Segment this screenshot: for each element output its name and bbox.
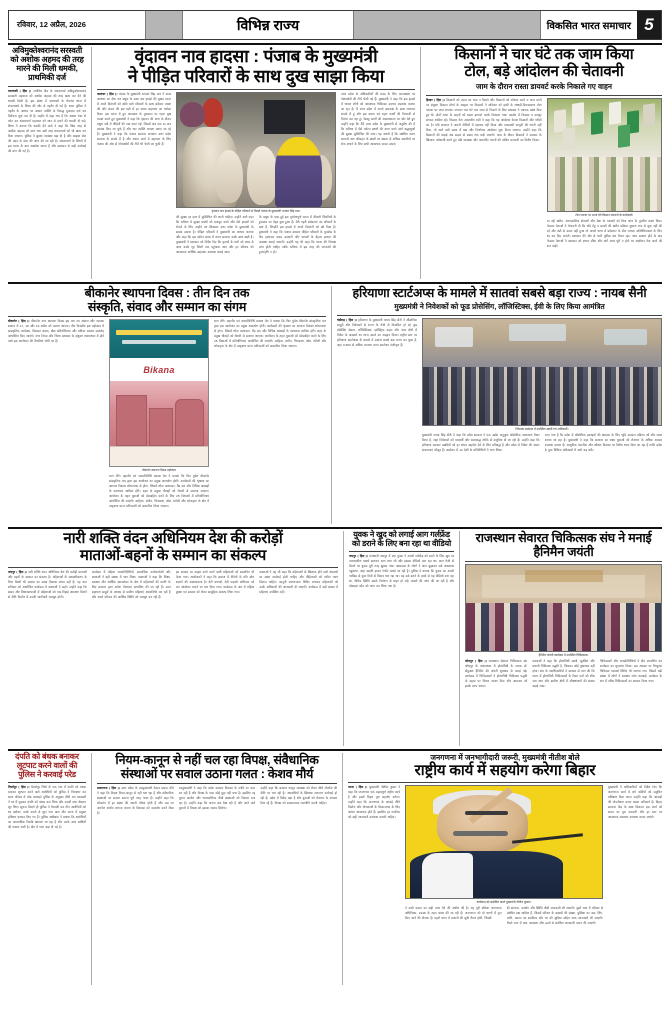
haryana-photo-caption: निवेशक सम्मेलन में उपस्थित उद्यमी एवं अधिकारी। — [515, 427, 569, 431]
women-col1-text: नारी शक्ति वंदन अधिनियम देश की करोड़ों माताओं और बहनों के सम्मान का संकल्प है। महिलाओं के सशक्तीकरण के बिना किसी भी समाज का समग्र विकास संभव नहीं है। यह बात शनिवार को आयोजित कार्यक्रम में वक्ताओं ने कही। उन्होंने कहा कि संसद और विधानसभाओं में महिलाओं को एक-तिहाई आरक्षण मिलने से नीति निर्माण में उनकी भागीदारी मजबूत होगी। — [8, 569, 87, 599]
divider — [349, 551, 454, 552]
women-story — [8, 531, 338, 746]
youth-text: राजधानी जयपुर में एक युवक ने अपनी गर्लफ्रेंड को डराने के लिए खुद पर ज्वलनशील पदार्थ डालकर आग लगा ली और इसका वीडियो बना रहा था। आग तेजी से फैलने पर युवक बुरी तरह झुलस गया। आसपास के लोगों ने आग बुझाकर उसे अस्पताल पहुंचाया, जहां उसकी हालत गंभीर बताई जा रही है। पुलिस ने बताया कि युवक का अपनी गर्लफ्रेंड से कुछ दिनों से विवाद चल रहा था। वह उसे डराने के इरादे से यह वीडियो बना रहा था, लेकिन स्थिति उसके नियंत्रण से बाहर हो गई। मामले की जांच की जा रही है और मोबाइल फोन को जब्त कर लिया गया है। — [349, 553, 454, 588]
farmers-story — [426, 47, 662, 279]
bihar-photo-caption: कार्यक्रम को संबोधित करते मुख्यमंत्री नीतीश कुमार। — [476, 899, 532, 904]
brief-avimukteshwaranand — [8, 47, 86, 279]
doctors-photo-caption: हैनिमैन जयंती कार्यक्रम में उपस्थित चिकित्सक। — [538, 653, 589, 657]
bihar-col3: की संरचना, उपयोग और स्थिति जैसी जानकारी ली जाएगी। दूसरे भाग में परिवार से संबंधित प्रश्न शामिल हैं, जिसमें परिवार के सदस्यों की संख्या, मुखिया का नाम, लिंग, जाति, मकान का स्वामित्व और घर की सुविधा सहित अन्य जानकारी ली जाएगी। तीसरे भाग में जल, स्वच्छता और ऊर्जा से संबंधित जानकारी एकत्र की जाएगी। — [506, 905, 603, 925]
lead-photo-caption: वृंदावन नाव हादसे के पीड़ित परिवारों से मिलते पंजाब के मुख्यमंत्री भगवंत सिंह मान। — [211, 209, 301, 214]
bihar-col1 — [348, 785, 400, 973]
bikaner-col1b: भाग लेंगे। महापौर एवं जनप्रतिनिधि प्रकाश मेघ ने बताया कि फिर पुनेश बीकानेर सांस्कृतिक मंच द्वारा इस आयोजन का प्रमुख आकर्षण होगी। कार्यक्रमों की शृंखला का आगाज विशाल शोभायात्रा से होगा, जिसमें लोक कलाकार, बैंड दल और विभिन्न अखाड़ों के कलाकार शामिल होंगे। शहर के प्रमुख चौराहों को रोशनी से सजाया जाएगा। आयोजन के तहत युवाओं को प्रोत्साहित करने के लिए 25 विधाओं में प्रतियोगिताएं आयोजित की जाएंगी। साहित्य, संगीत, चित्रकला, खेल, रंगोली और लोकनृत्य के क्षेत्र में उत्कृष्टता प्राप्त प्रतिभाओं को सम्मानित किया जाएगा। — [109, 474, 209, 508]
lead-dateline: जालंधर ( हिंस )। — [97, 92, 118, 97]
lead-col4: उत्तर प्रदेश के अधिकारियों की मदद के लिए घटनास्थल पर गोताखोरों की टीमें भेजी गई हैं। मुख्यमंत्री ने कहा कि इस हादसे में घायल लोगों को आवश्यक चिकित्सा उपचार उपलब्ध कराया जा रहा है। मैं उत्तर प्रदेश में अपने समकक्ष के साथ लगातार संपर्क में हूं और इस बचाव एवं राहत कार्यों की निगरानी से निरंतर कर रहा हूं। रेस्क्यू कार्यों की आवश्यकता पर जोर देते हुए उन्होंने कहा कि मैंने उत्तर प्रदेश के मुख्यमंत्री से अनुरोध की है कि भविष्य में ऐसे पर्यटन स्थलों की यात्रा करने वाले श्रद्धालुओं की सुरक्षा सुनिश्चित की जाए। यह जरूरी है कि संबंधित राज्य सरकारें जल परिवहन के स्थलों पर क्षमता से अधिक सवारियों पर रोक लगाने के लिए सभी आवश्यक कदम उठाएं। — [341, 92, 415, 147]
youth-body — [349, 554, 454, 730]
haryana-col1 — [337, 318, 417, 518]
farmers-dateline: हिसार ( हिंस )। — [426, 97, 445, 102]
divider — [8, 86, 86, 87]
women-col3: इस अवसर पर उत्कृष्ट कार्य करने वाली महिलाओं को सम्मानित भी किया गया। आयोजकों ने कहा कि समाज में बेटियों के प्रति सोच बदलने की आवश्यकता है। बेटी बचाओ, बेटी पढ़ाओ अभियान को जन आंदोलन बनाने पर बल दिया गया। कार्यक्रम के अंत में महिला सुरक्षा एवं सम्मान को लेकर सामूहिक संकल्प लिया गया। — [175, 569, 255, 594]
doctors-dateline: जोधपुर ( हिंस )। — [465, 659, 487, 663]
lead-col2: की सुरक्षा हर हाल में सुनिश्चित की जानी चाहिए। उन्होंने आगे कहा कि भविष्य में सुरक्षा प्रबंधों को मजबूत करने और ऐसे हादसों को रोकने के लिए उन्होंने पत्र लिखकर उत्तर प्रदेश के मुख्यमंत्री के समक्ष उठाया है। पीड़ित परिवारों ने मुख्यमंत्री का आभार जताया और कहा कि इस कठिन समय में राज्य सरकार उनके साथ खड़ी है। मुख्यमंत्री ने प्रशासन को निर्देश दिए कि मृतकों के शवों को जल्द से जल्द उनके गृह जिलों तक पहुंचाया जाए और हर परिवार को आवश्यक आर्थिक सहायता उपलब्ध कराई जाए। — [176, 215, 254, 255]
police-dateline: मिर्जापुर ( हिंस )। — [8, 784, 30, 789]
keshav-headline-line1: नियम-कानून से नहीं चल रहा विपक्ष, संवैधानिक — [115, 753, 319, 767]
masthead-brand: विकसित भारत समाचार — [540, 11, 637, 39]
doctors-col1-text: राजस्थान सेवारत चिकित्सक संघ जोधपुर के तत्वावधान में होम्योपैथी के जनक डॉ. सैमुअल हैनिमैन की जयंती धूमधाम से मनाई गई। कार्यक्रम में चिकित्सकों ने होम्योपैथी चिकित्सा पद्धति के महत्व पर विचार व्यक्त किए और आमजन को इसके लाभ बताए। — [465, 659, 528, 688]
divider — [348, 782, 662, 783]
brief-text: ज्योतिष पीठ के शंकराचार्य अविमुक्तेश्वरानंद सरस्वती महाराज को अशोक अहमद की तरह खत्म कर देने की धमकी मिली है। इस संबंध में वाराणसी के चेतगंज थाना में शंकराचार्य के शिष्य की ओर से तहरीर दी गई है। थाना पुलिस ने तहरीर के आधार पर अज्ञात व्यक्ति के विरुद्ध मुकदमा दर्ज कर विवेचना शुरू कर दी है। तहरीर में कहा गया है कि अज्ञात नंबर से फोन कर शंकराचार्य महाराज को जान से मारने की धमकी दी गई। शिष्य ने बताया कि धमकी देने वाले ने कहा कि जिस तरह से अशोक अहमद को मारा गया उसी तरह शंकराचार्य को भी खत्म कर दिया जाएगा। पुलिस ने सुरक्षा व्यवस्था बढ़ा दी है और साइबर सेल की मदद से नंबर की जांच की जा रही है। शंकराचार्य के शिष्यों में इस घटना के बाद आक्रोश व्याप्त है और प्रशासन से कड़ी कार्रवाई की मांग की गई है। — [8, 88, 86, 153]
keshav-col1-text: उत्तर प्रदेश के उपमुख्यमंत्री केशव प्रसाद मौर्य ने कहा कि विपक्ष नियम-कानून से नहीं चल रहा है और संवैधानिक संस्थाओं पर सवाल उठाना पूरी तरह गलत है। उन्होंने कहा कि लोकतंत्र में हर संस्था की अपनी गरिमा होती है और उस पर अनर्गल आरोप लगाना जनता के विश्वास को कमजोर करने जैसा है। — [97, 786, 174, 815]
bikaner-col1-text: बीकानेर नगर स्थापना दिवस इस बार नए अंदाज और व्यापक स्वरूप में 17, 18 और 19 अप्रैल को मनाया जाएगा। तीन दिवसीय इस महोत्सव में सांस्कृतिक कार्यक्रम, विरासत संवाद, खेल प्रतियोगिताएं और प्रतिभा सम्मान समारोह आयोजित किए जाएंगे। नगर निगम और जिला प्रशासन के संयुक्त तत्वावधान में होने वाले इस आयोजन की तैयारियां जोरों पर हैं। — [8, 319, 104, 343]
doctors-photo — [465, 564, 662, 652]
women-dateline: जयपुर ( हिंस )। — [8, 569, 27, 574]
haryana-story — [337, 286, 662, 524]
bihar-col1-text: मुख्यमंत्री नीतीश कुमार ने कहा कि जनगणना एक महत्वपूर्ण राष्ट्रीय कार्य है और इसमें बिहार पूरा सहयोग करेगा। उन्होंने कहा कि जनगणना के आंकड़े नीति निर्माण और योजनाओं के क्रियान्वयन के लिए अत्यंत आवश्यक होते हैं। इसलिए हर नागरिक को सही जानकारी उपलब्ध करानी चाहिए। — [348, 784, 400, 819]
divider — [8, 782, 86, 783]
masthead-spacer-left — [146, 11, 182, 39]
poster-wordmark: Bikana — [143, 364, 175, 375]
farmers-headline-line1: किसानों ने चार घंटे तक जाम किया — [454, 46, 634, 63]
police-headline-line2: लूटपाट करने वालों की — [16, 760, 78, 770]
haryana-col1-text: हरियाणा के मुख्यमंत्री नायब सिंह सैनी ने औद्योगिक समूहों और निवेशकों से राज्य के तेजी से विकसित हो रहे फूड प्रोसेसिंग सेक्टर, लॉजिस्टिक्स, इलेक्ट्रिक वाहन और अन्य क्षेत्रों में निवेश के अवसरों का लाभ उठाने का आह्वान किया। राष्ट्रीय स्तर पर हरियाणा स्टार्टअप्स के मामले में सातवां सबसे बड़ा राज्य बन चुका है, जहां 9,500 से अधिक मान्यता प्राप्त स्टार्टअप पंजीकृत हैं। — [337, 318, 417, 347]
masthead-section-title: विभिन्न राज्य — [182, 11, 354, 39]
bihar-photo — [405, 785, 603, 899]
youth-dateline: जयपुर ( हिंस )। — [349, 553, 368, 558]
police-headline-line3: पुलिस ने करवाई परेड — [18, 769, 76, 779]
divider — [8, 567, 338, 568]
police-body — [8, 785, 86, 981]
bikaner-poster-caption: बीकानेर स्थापना दिवस महोत्सव — [142, 468, 176, 472]
keshav-headline-line2: संस्थाओं पर सवाल उठाना गलत : केशव मौर्य — [120, 767, 314, 781]
keshav-dateline: प्रयागराज ( हिंस )। — [97, 786, 120, 790]
bikaner-col1 — [8, 319, 104, 519]
farmers-col1-text: किसानों को उपज का भाव न मिलने और किसानों को परेशान करने व अन्य मांगों पर संयुक्त किसान मोर्चा के आह्वान पर किसानों ने शनिवार को हांसी के लांधड़ी-विकासनगर टोल प्लाजा पर जाम लगाया। लगभग चार घंटे तक जाम से निपटने के लिए प्रशासन ने व्यापक प्रबंध किए हुए थे। दोनों तरफ के वाहनों को रास्ता डायवर्ट करके निकाला गया। प्रदर्शन में किसान व मजदूर संगठन शामिल रहे। किसान नेता अमरजीत राठी ने कहा कि यह आंदोलन केवल किसानों और गरीबों का है। यदि सरकार ने अपनी नीतियों में बदलाव नहीं किया और एमएसपी कानूनी की गारंटी नहीं दिया, तो आने वाले समय में बड़ा और निर्णायक आंदोलन शुरू किया जाएगा। उन्होंने कहा कि किसानों की लड़ाई अब सड़क से संसद तक लड़ी जाएगी। जाम के दौरान किसानों ने सरकार के खिलाफ नारेबाजी करते हुए मंडी व्यवस्था और कारपोरेट घरानों की कथित मनमानी का विरोध किया। — [426, 97, 542, 142]
lead-headline-line2: ने पीड़ित परिवारों के साथ दुख साझा किया — [127, 65, 385, 86]
haryana-subhead: मुख्यमंत्री ने निवेशकों को फूड प्रोसेसिंग, लॉजिस्टिक्स, ईवी के लिए किया आमंत्रित — [394, 302, 605, 311]
brief-headline: अविमुक्तेश्वरानंद सरस्वती को अशोक अहमद की तरह मारने की मिली धमकी, प्राथमिकी दर्ज — [10, 46, 84, 82]
bikaner-story — [8, 286, 326, 524]
bikaner-headline-line1: बीकानेर स्थापना दिवस : तीन दिन तक — [84, 286, 250, 300]
police-brief — [8, 753, 86, 985]
bikaner-headline-line2: संस्कृति, संवाद और सम्मान का संगम — [87, 300, 247, 314]
divider — [97, 783, 337, 784]
bikaner-poster-image — [109, 319, 209, 467]
divider — [337, 315, 662, 316]
women-col2: कार्यक्रम में महिला जनप्रतिनिधियों, सामाजिक कार्यकर्ताओं और छात्राओं ने बड़ी संख्या में भाग लिया। वक्ताओं ने कहा कि शिक्षा, स्वास्थ्य और आर्थिक स्वावलंबन के क्षेत्र में महिलाओं की प्रगति के लिए सरकार द्वारा अनेक योजनाएं संचालित की जा रही हैं। स्वयं सहायता समूहों के माध्यम से ग्रामीण महिलाएं आत्मनिर्भर बन रही हैं और अपने परिवार की आर्थिक स्थिति को मजबूत कर रही हैं। — [91, 569, 171, 599]
farmers-photo — [547, 98, 663, 212]
bihar-col2: ने सभी प्रकार का सही उत्तर देने की अपील की है। यह पूरी प्रक्रिया जनगणना अधिनियम, 1948 के तहत संपन्न की जा रही है। जनगणना को दो चरणों में पूरा किए जाने की योजना है। पहले चरण में मकानों की सूची तैयार होगी, जिसमें — [405, 905, 502, 920]
masthead — [8, 10, 662, 40]
divider — [426, 95, 662, 96]
lead-col1 — [97, 92, 171, 277]
youth-brief — [349, 531, 454, 746]
police-headline-line1: दंपति को बंधक बनाकर — [15, 752, 79, 761]
page-number: 5 — [637, 11, 661, 39]
youth-headline: युवक ने खुद को लगाई आग गर्लफ्रेंड को डराने के लिए बना रहा था वीडियो — [352, 530, 451, 548]
section-rule-2 — [8, 527, 662, 529]
divider — [97, 89, 415, 90]
bihar-story — [348, 753, 662, 985]
bikaner-col2: भाग लेंगे। महापौर एवं जनप्रतिनिधि प्रकाश मेघ ने बताया कि फिर पुनेश बीकानेर सांस्कृतिक मंच द्वारा इस आयोजन का प्रमुख आकर्षण होगी। कार्यक्रमों की शृंखला का आगाज विशाल शोभायात्रा से होगा, जिसमें लोक कलाकार, बैंड दल और विभिन्न अखाड़ों के कलाकार शामिल होंगे। शहर के प्रमुख चौराहों को रोशनी से सजाया जाएगा। आयोजन के तहत युवाओं को प्रोत्साहित करने के लिए 25 विधाओं में प्रतियोगिताएं आयोजित की जाएंगी। साहित्य, संगीत, चित्रकला, खेल, रंगोली और लोकनृत्य के क्षेत्र में उत्कृष्टता प्राप्त प्रतिभाओं को सम्मानित किया जाएगा। — [214, 319, 326, 348]
haryana-headline: हरियाणा स्टार्टअप्स के मामले में सातवां सबसे बड़ा राज्य : नायब सैनी — [352, 286, 647, 300]
keshav-story — [97, 753, 337, 985]
haryana-photo — [422, 318, 662, 426]
women-col1 — [8, 570, 87, 745]
bihar-col4: मुख्यमंत्री ने अधिकारियों को निर्देश दिए कि जनगणना कार्य में लगे कर्मियों को समुचित प्रशिक्षण दिया जाए। उन्होंने कहा कि आंकड़ों की गोपनीयता बनाए रखना अनिवार्य है। बिहार सरकार केंद्र के साथ मिलकर इस कार्य को समय पर पूरा कराएगी और हर स्तर पर आवश्यक संसाधन उपलब्ध कराए जाएंगे। — [608, 784, 662, 819]
brief-body — [8, 89, 86, 249]
haryana-col3: पाया गया है कि प्रदेश में औद्योगिक इकाइयों की स्थापना के लिए भूमि आवंटन प्रक्रिया को और सरल बनाया जा रहा है। मुख्यमंत्री ने कहा कि सरकार का लक्ष्य युवाओं को रोजगार के अधिक अवसर उपलब्ध कराना है। आधुनिक तकनीक और कौशल विकास पर विशेष ध्यान दिया जा रहा है ताकि प्रदेश के युवा वैश्विक प्रतिस्पर्धा में आगे बढ़ सकें। — [544, 433, 662, 452]
doctors-col1 — [465, 659, 527, 741]
doctors-col3: चिकित्सकों और जनप्रतिनिधियों ने दीप प्रज्वलित कर कार्यक्रम का शुभारंभ किया। इस अवसर पर निःशुल्क चिकित्सा परामर्श शिविर भी लगाया गया, जिसमें बड़ी संख्या में लोगों ने स्वास्थ्य जांच करवाई। कार्यक्रम के अंत में वरिष्ठ चिकित्सकों का सम्मान किया गया। — [599, 659, 662, 683]
women-col4: वक्ताओं ने यह भी कहा कि महिलाओं के खिलाफ होने वाले अपराधों पर सख्त कार्रवाई होनी चाहिए और पीड़िताओं को त्वरित न्याय मिलना चाहिए। कानूनी जागरूकता शिविर लगाकर महिलाओं को उनके अधिकारों की जानकारी दी जाएगी। कार्यक्रम में बड़ी संख्या में महिलाएं उपस्थित रहीं। — [259, 569, 338, 594]
bihar-dateline: पटना ( हिंस )। — [348, 784, 368, 789]
haryana-col2: मुख्यमंत्री नायब सिंह सैनी ने कहा कि प्रदेश सरकार ने एक उद्योग अनुकूल औद्योगिक वातावरण तैयार किया है, जहां निवेशकों को पारदर्शी और समयबद्ध तरीके से मंजूरियां दी जा रही हैं। उन्होंने कहा कि हरियाणा सरकार उद्यमियों को हर संभव सहयोग देने के लिए प्रतिबद्ध है और प्रदेश में निवेश की अपार संभावनाएं मौजूद हैं। सम्मेलन में 12 देशों के प्रतिनिधियों ने भाग लिया। — [422, 433, 540, 452]
farmers-photo-caption: टोल प्लाजा पर धरना देते किसान संगठनों के कार्यकर्ता। — [575, 212, 634, 217]
brief-dateline: वाराणसी ( हिंस )। — [8, 88, 32, 93]
lead-col1-text: पंजाब के मुख्यमंत्री भगवंत सिंह मान ने आज जालंधर का दौरा कर मथुरा के साथ नाव हादसे की दुखद घटना में अपने दिवंगतों को खोने वाले परिवारों के साथ संवेदना व्यक्त की और संकट की इस घड़ी में हर संभव सहायता का भरोसा दिया। इस घटना में हुए जानमाल के नुकसान पर गहरा दुख व्यक्त करते हुए मुख्यमंत्री ने कहा कि वृंदावन की यात्रा के दौरान मथुरा नदी में पीड़ितों की नाव पलट गई, जिसमें अब तक 11 शव बरामद किए जा चुके हैं और चार व्यक्ति लापता बताए जा रहे हैं। मुख्यमंत्री ने कहा कि पंजाब सरकार लगातार उत्तर प्रदेश सरकार के संपर्क में है और बचाव कार्य में सहायता के लिए पंजाब की ओर से गोताखोरों की टीमें भी भेजी जा चुकी हैं। — [97, 92, 171, 147]
farmers-col1 — [426, 98, 542, 283]
divider — [8, 316, 326, 317]
doctors-headline: राजस्थान सेवारत चिकित्सक संघ ने मनाई हैनिमैन जयंती — [475, 531, 652, 559]
bikaner-dateline: बीकानेर ( हिंस )। — [8, 319, 30, 323]
women-headline-line1: नारी शक्ति वंदन अधिनियम देश की करोड़ों — [63, 530, 283, 547]
keshav-col3: उन्होंने कहा कि सरकार कानून व्यवस्था को लेकर जीरो टॉलरेंस की नीति पर चल रही है। अपराधियों के खिलाफ लगातार कार्रवाई हो रही है। प्रदेश में निवेश बढ़ा है और युवाओं को रोजगार के अवसर मिल रहे हैं। विपक्ष को सकारात्मक राजनीति करनी चाहिए। — [260, 786, 338, 805]
farmers-subhead: जाम के दौरान रास्ता डायवर्ट करके निकाले गए वाहन — [475, 81, 613, 91]
bihar-headline: राष्ट्रीय कार्य में सहयोग करेगा बिहार — [414, 762, 596, 780]
lead-col3: कि मथुरा के पास हुई इस दुर्भाग्यपूर्ण घटना में कीमती जिंदगियों के नुकसान पर बेहद दुख हुआ है। मेरी गहरी संवेदनाएं उन परिवारों के साथ हैं, जिन्होंने इस हादसे में अपने दिवंगतों को खो दिया है। मुख्यमंत्री ने कहा कि पंजाब सरकार पीड़ित परिवारों के पुनर्वास के लिए हरसंभव कदम उठाएगी और घायलों के बेहतर इलाज की व्यवस्था कराई जाएगी। उन्होंने यह भी कहा कि घटना की निष्पक्ष जांच होनी चाहिए ताकि भविष्य में इस तरह की घटनाओं की पुनरावृत्ति न हो। — [258, 215, 336, 255]
doctors-col2: वक्ताओं ने कहा कि होम्योपैथी सस्ती, सुरक्षित और प्रभावी चिकित्सा पद्धति है, जिसका कोई दुष्प्रभाव नहीं होता। संघ के पदाधिकारियों ने सरकार से मांग की कि राज्य में होम्योपैथी चिकित्सकों के रिक्त पदों को शीघ्र भरा जाए और ग्रामीण क्षेत्रों में औषधालयों की संख्या बढ़ाई जाए। — [532, 659, 595, 688]
lead-headline-line1: वृंदावन नाव हादसा : पंजाब के मुख्यमंत्री — [134, 46, 378, 66]
lead-photo — [176, 92, 336, 208]
masthead-rule — [8, 43, 662, 45]
farmers-col2: जा रही खरीद, अल्पकालिक सेवाओं और सेवा के चालकों को बिना जांच के गुजरित रास्ता दिया। किसान नेताओं ने चेतावनी दी कि यदि गेहूं व सरसों की खरीद प्रक्रिया सुचारू रूप से शुरू नहीं की गई और मंडी से उठान नहीं हुआ तो अगले चरण में प्रदेशभर के टोल प्लाजा अनिश्चितकाल के लिए बंद कर दिए जाएंगे। प्रशासन की ओर से भारी पुलिस बल तैनात रहा। जाम समाप्त होने के बाद किसान नेताओं ने प्रशासन को ज्ञापन सौंपा और मांगें जल्द पूरी न होने पर आंदोलन तेज करने की बात कही। — [546, 218, 662, 248]
masthead-spacer-right — [354, 11, 540, 39]
keshav-col1 — [97, 786, 174, 980]
doctors-story — [465, 531, 662, 746]
farmers-headline-line2: टोल, बड़े आंदोलन की चेतावनी — [464, 62, 624, 80]
police-text: मिर्जापुर जिले के एक गांव में दंपति को बंधक बनाकर लूटपाट करने वाले आरोपियों को पुलिस ने गिरफ्तार कर थाना परिसर में परेड करवाई। पुलिस के अनुसार बीती रात बदमाशों ने घर में घुसकर दंपति को बंधक बना लिया और नकदी तथा जेवरात लूट लिए। सूचना मिलते ही पुलिस ने घेराबंदी कर तीन आरोपियों को धर दबोचा। उनके कब्जे से लूटा गया माल और घटना में प्रयुक्त हथियार बरामद किए गए हैं। पुलिस अधीक्षक ने बताया कि आरोपियों का आपराधिक रिकॉर्ड खंगाला जा रहा है और उनके अन्य साथियों की तलाश जारी है। क्षेत्र में गश्त बढ़ा दी गई है। — [8, 784, 86, 829]
women-headline-line2: माताओं-बहनों के सम्मान का संकल्प — [79, 546, 267, 564]
section-rule-3 — [8, 749, 662, 751]
bihar-kicker: जनगणना में जनभागीदारी जरूरी, मुख्यमंत्री नीतीश बोले — [430, 753, 580, 762]
lead-story — [97, 47, 415, 279]
keshav-col2: उपमुख्यमंत्री ने कहा कि प्रदेश सरकार विकास के एजेंडे पर काम कर रही है और विपक्ष के पास कोई मुद्दा नहीं बचा है। इसलिए वह चुनाव आयोग और न्यायपालिका जैसी संस्थाओं को निशाना बना रहा है। उन्होंने कहा कि जनता सब देख रही है और आने वाले चुनावों में विपक्ष को इसका जवाब मिलेगा। — [178, 786, 256, 810]
masthead-date: रविवार, 12 अप्रैल, 2026 — [9, 11, 146, 39]
haryana-dateline: चंडीगढ़ ( हिंस )। — [337, 318, 357, 322]
divider — [465, 561, 662, 562]
